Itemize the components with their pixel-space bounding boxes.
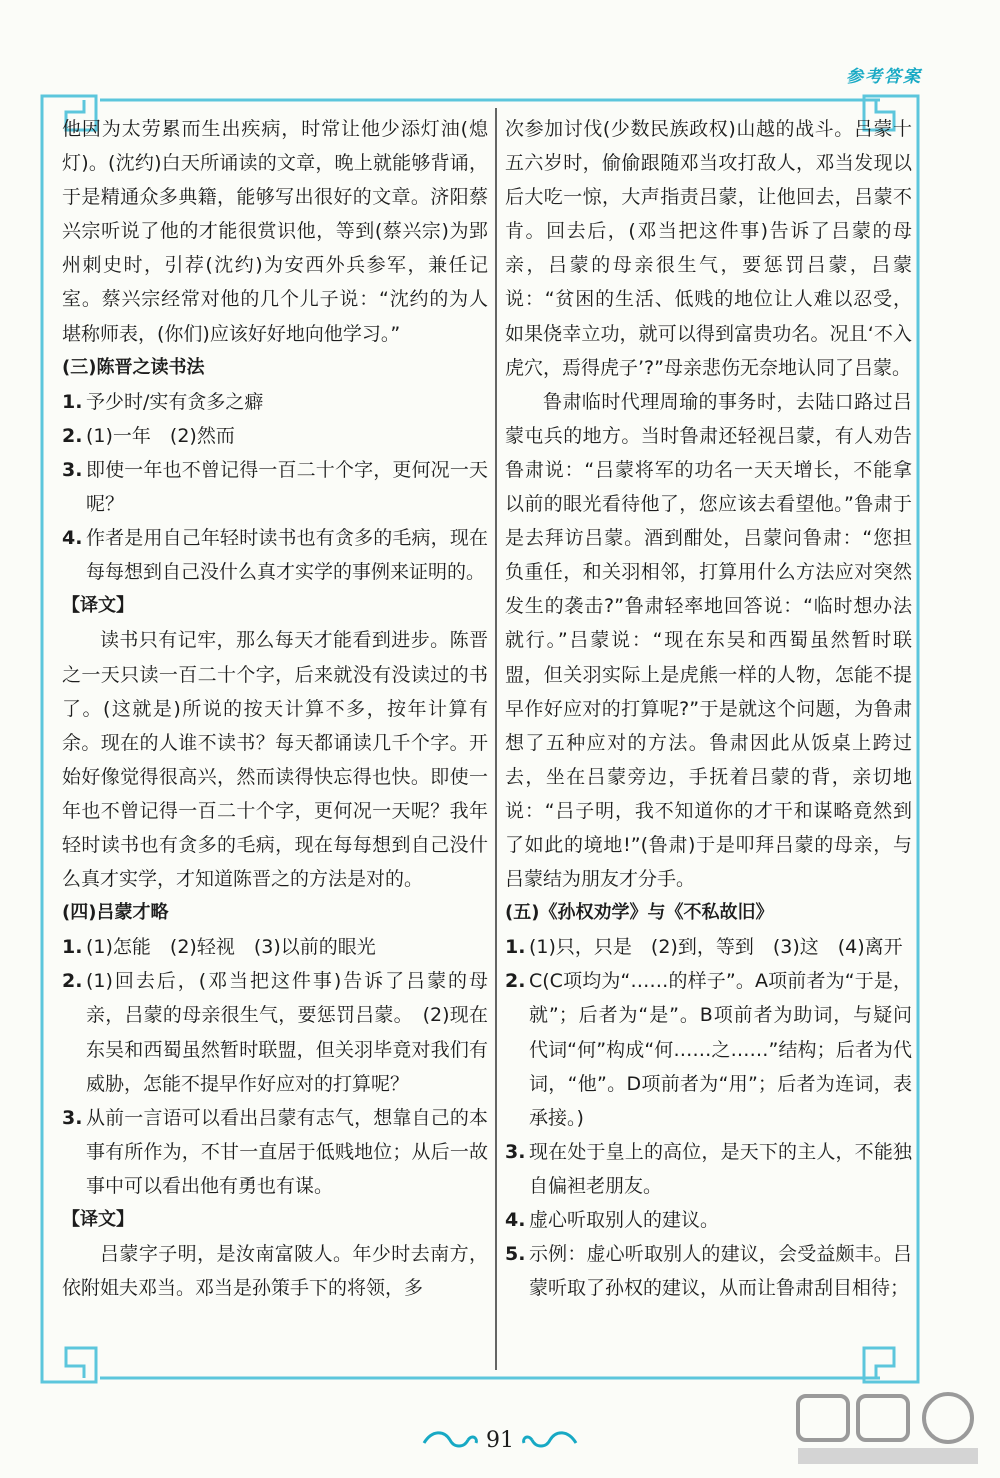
item-text: 予少时/实有贪多之癖 [86,390,264,413]
item-number: 1. [505,936,526,959]
item-text: 作者是用自己年轻时读书也有贪多的毛病，现在每每想到自己没什么真才实学的事例来证明的。 [86,527,488,584]
translation-paragraph: 鲁肃临时代理周瑜的事务时，去陆口路过吕蒙屯兵的地方。当时鲁肃还轻视吕蒙，有人劝告鲁肃说：“吕蒙将军的功名一天天增长，不能拿以前的眼光看待他了，您应该去看望他。”鲁肃于是去拜访吕蒙。酒到酣处，吕蒙问鲁肃：“您担负重任，和关羽相邻，打算用什么方法应对突然发生的袭击?”鲁肃轻率地回答说：“临时想办法就行。”吕蒙说：“现在东吴和西蜀虽然暂时联盟，但关羽实际上是虎熊一样的人物，怎能不提早作好应对的打算呢?”于是就这个问题，为鲁肃想了五种应对的方法。鲁肃因此从饭桌上跨过去，坐在吕蒙旁边，手抚着吕蒙的背，亲切地说：“吕子明，我不知道你的才干和谋略竟然到了如此的境地!”(鲁肃)于是叩拜吕蒙的母亲，与吕蒙结为朋友才分手。 [505,390,912,891]
translation-tag: 【译文】 [62,1209,134,1230]
list-item [62,419,488,453]
list-item [505,930,912,964]
list-item [62,453,488,521]
item-number: 2. [62,970,83,993]
item-number: 1. [62,390,83,413]
translation-paragraph: 读书只有记牢，那么每天才能看到进步。陈晋之一天只读一百二十个字，后来就没有没读过的书了。(这就是)所说的按天计算不多，按年计算有余。现在的人谁不读书？每天都诵读几千个字。开始好像觉得很高兴，然而读得快忘得也快。即使一年也不曾记得一百二十个字，更何况一天呢？我年轻时读书也有贪多的毛病，现在每每想到自己没什么真才实学，才知道陈晋之的方法是对的。 [62,629,488,891]
header-tag: 参考答案 [846,67,922,87]
right-column [505,112,912,1305]
item-number: 3. [505,1140,526,1163]
list-item [505,1237,912,1305]
item-number: 4. [62,527,83,550]
item-text: (1)一年 (2)然而 [86,424,235,447]
watermark-logo-icon [788,1390,988,1470]
item-number: 5. [505,1243,526,1266]
item-text: 虚心听取别人的建议。 [529,1209,720,1231]
item-number: 2. [62,424,83,447]
item-text: 示例：虚心听取别人的建议，会受益颇丰。吕蒙听取了孙权的建议，从而让鲁肃刮目相待； [529,1243,912,1300]
list-item [505,1203,912,1237]
list-item [62,930,488,964]
item-text: (1)只，只是 (2)到，等到 (3)这 (4)离开 [529,936,903,959]
left-column [62,112,488,1305]
section-3-title: (三)陈晋之读书法 [62,356,205,378]
page-number: 91 [486,1428,514,1453]
intro-paragraph: 他因为太劳累而生出疾病，时常让他少添灯油(熄灯)。(沈约)白天所诵读的文章，晚上就能够背诵，于是精通众多典籍，能够写出很好的文章。济阳蔡兴宗听说了他的才能很赏识他，等到(蔡兴宗)为郢州刺史时，引荐(沈约)为安西外兵参军，兼任记室。蔡兴宗经常对他的几个儿子说：“沈约的为人堪称师表，(你们)应该好好地向他学习。” [62,118,488,345]
item-text: (1)怎能 (2)轻视 (3)以前的眼光 [86,936,376,959]
item-text: 现在处于皇上的高位，是天下的主人，不能独自偏袒老朋友。 [529,1140,912,1197]
item-number: 2. [505,970,526,993]
item-text: 从前一言语可以看出吕蒙有志气，想靠自己的本事有所作为，不甘一直居于低贱地位；从后一故事中可以看出他有勇也有谋。 [86,1106,488,1197]
item-number: 3. [62,458,83,481]
item-number: 4. [505,1209,526,1231]
item-number: 3. [62,1106,83,1129]
section-5-title: (五)《孙权劝学》与《不私故旧》 [505,902,774,924]
item-text: (1)回去后，(邓当把这件事)告诉了吕蒙的母亲，吕蒙的母亲很生气，要惩罚吕蒙。 (2)现在东吴和西蜀虽然暂时联盟，但关羽毕竟对我们有威胁，怎能不提早作好应对的打算呢？ [86,970,488,1095]
list-item [62,964,488,1100]
item-text: C(C项均为“……的样子”。A项前者为“于是，就”；后者为“是”。B项前者为助词，与疑问代词“何”构成“何……之……”结构；后者为代词，“他”。D项前者为“用”；后者为连词，表承接。) [529,970,912,1129]
list-item [62,1101,488,1203]
list-item [62,385,488,419]
translation-tag: 【译文】 [62,595,134,617]
list-item [62,521,488,589]
page-ornament-right-icon [520,1428,580,1458]
continued-paragraph: 次参加讨伐(少数民族政权)山越的战斗。吕蒙十五六岁时，偷偷跟随邓当攻打敌人，邓当发现以后大吃一惊，大声指责吕蒙，让他回去，吕蒙不肯。回去后，(邓当把这件事)告诉了吕蒙的母亲，吕蒙的母亲很生气，要惩罚吕蒙，吕蒙说：“贫困的生活、低贱的地位让人难以忍受，如果侥幸立功，就可以得到富贵功名。况且‘不入虎穴，焉得虎子’?”母亲悲伤无奈地认同了吕蒙。 [505,118,912,379]
item-text: 即使一年也不曾记得一百二十个字，更何况一天呢？ [86,458,488,516]
list-item [505,1135,912,1203]
section-4-title: (四)吕蒙才略 [62,902,169,924]
translation-paragraph: 吕蒙字子明，是汝南富陂人。年少时去南方，依附姐夫邓当。邓当是孙策手下的将领，多 [62,1243,488,1300]
list-item [505,964,912,1134]
item-number: 1. [62,936,83,959]
